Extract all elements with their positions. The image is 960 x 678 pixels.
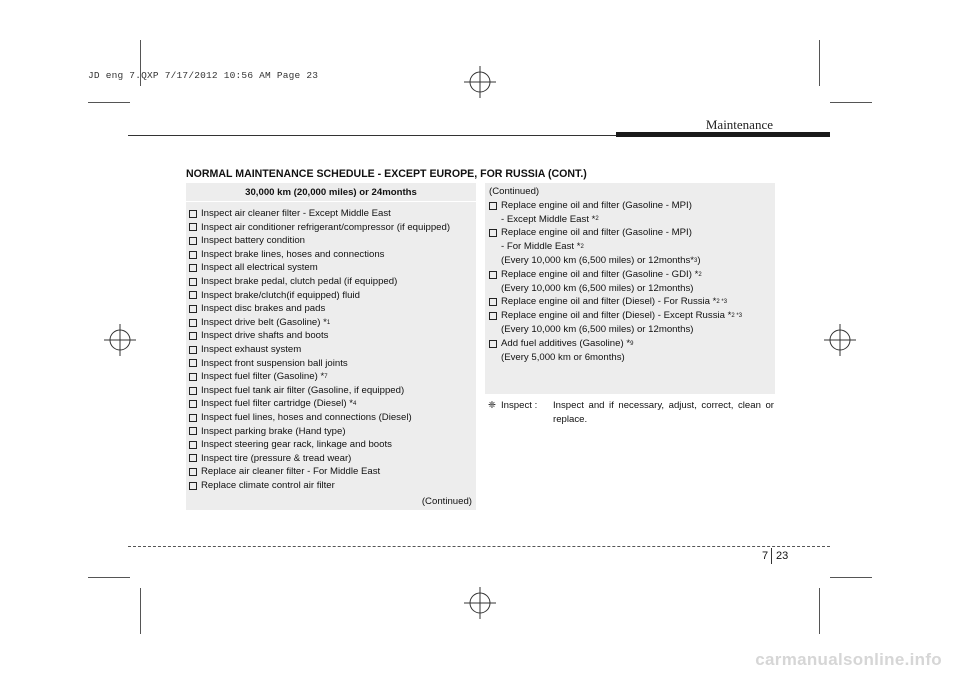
checklist-item: Replace engine oil and filter (Diesel) - Except Russia * 2 *3: [489, 309, 773, 323]
checklist-item: Inspect drive belt (Gasoline) * 1: [189, 316, 450, 330]
crop-mark: [88, 102, 130, 103]
checkbox-icon: [189, 319, 197, 327]
checklist-item: [189, 234, 450, 248]
checkbox-icon: [189, 305, 197, 313]
checkbox-icon: [189, 482, 197, 490]
checkbox-icon: [489, 202, 497, 210]
page-chapter: 7: [762, 550, 769, 562]
crop-mark: [140, 588, 141, 634]
checklist-item-text: Inspect front suspension ball joints: [201, 357, 348, 369]
checklist-item: [189, 479, 450, 493]
checklist-item: [189, 221, 450, 235]
checkbox-icon: [189, 264, 197, 272]
checklist-item: [189, 438, 450, 452]
checklist-item: [189, 452, 450, 466]
note-term: Inspect :: [501, 400, 538, 411]
checkbox-icon: [189, 427, 197, 435]
checklist-item: [189, 384, 450, 398]
checklist-item-text: Inspect fuel filter (Gasoline) *: [201, 371, 325, 383]
schedule-title: NORMAL MAINTENANCE SCHEDULE - EXCEPT EUROPE, FOR RUSSIA (CONT.): [186, 168, 587, 180]
crop-mark: [830, 577, 872, 578]
crop-mark: [819, 40, 820, 86]
checklist-item: [189, 302, 450, 316]
registration-mark-icon: [464, 66, 496, 98]
checklist-item-text: Inspect drive belt (Gasoline) *: [201, 316, 327, 328]
checkbox-icon: [189, 400, 197, 408]
checkbox-icon: [489, 340, 497, 348]
registration-mark-icon: [824, 324, 856, 356]
checklist-item-text: (Every 10,000 km (6,500 miles) or 12months*: [501, 254, 695, 266]
note-mark-icon: ❈: [488, 400, 497, 411]
checklist-item-text: Inspect disc brakes and pads: [201, 303, 326, 315]
checklist-item-text: Inspect fuel filter cartridge (Diesel) *: [201, 398, 353, 410]
checklist-item-text: (Every 10,000 km (6,500 miles) or 12months): [501, 323, 694, 335]
checklist-item: [189, 357, 450, 371]
checklist-item-text: - Except Middle East *: [501, 213, 596, 225]
continued-label: (Continued): [489, 186, 540, 197]
checklist-item: [189, 411, 450, 425]
checklist-item-text: Inspect brake pedal, clutch pedal (if equipped): [201, 275, 398, 287]
checklist-item-detail: [489, 282, 773, 296]
checkbox-icon: [189, 414, 197, 422]
header-rule: [128, 135, 616, 136]
checkbox-icon: [189, 346, 197, 354]
checklist-item-text: Inspect parking brake (Hand type): [201, 425, 346, 437]
footer-rule: [128, 546, 830, 547]
checklist-item-detail: [489, 351, 773, 365]
checkbox-icon: [189, 373, 197, 381]
checklist-item-text: Replace engine oil and filter (Gasoline - MPI): [501, 199, 692, 211]
checkbox-icon: [189, 359, 197, 367]
checklist-item: [189, 275, 450, 289]
inspect-note: [488, 399, 774, 426]
checklist-item-text: Replace engine oil and filter (Diesel) - For Russia *: [501, 296, 717, 308]
checklist-item: [189, 343, 450, 357]
checklist-item: Inspect fuel filter cartridge (Diesel) * 4: [189, 397, 450, 411]
checklist-item: [189, 261, 450, 275]
checklist-item-text: Replace air cleaner filter - For Middle East: [201, 466, 381, 478]
checklist-item: [489, 199, 773, 213]
checklist-item-text: (Every 5,000 km or 6months): [501, 351, 625, 363]
checkbox-icon: [189, 441, 197, 449]
checklist-item-detail: [489, 323, 773, 337]
checklist-item-text: Inspect air conditioner refrigerant/compressor (if equipped): [201, 221, 451, 233]
checklist-item-text: Inspect steering gear rack, linkage and boots: [201, 439, 392, 451]
checklist-item-text: Replace climate control air filter: [201, 479, 335, 491]
crop-mark: [88, 577, 130, 578]
header-rule-bar: [616, 132, 830, 137]
checklist-item: [489, 226, 773, 240]
checkbox-icon: [489, 229, 497, 237]
watermark: carmanualsonline.info: [755, 650, 942, 669]
checklist-item-suffix: ): [697, 254, 701, 266]
checklist-item-text: (Every 10,000 km (6,500 miles) or 12months): [501, 282, 694, 294]
registration-mark-icon: [104, 324, 136, 356]
checklist-item-detail: (Every 10,000 km (6,500 miles) or 12months* 3 ): [501, 254, 701, 266]
checkbox-icon: [189, 291, 197, 299]
registration-mark-icon: [464, 587, 496, 619]
schedule-panel-right: [485, 183, 775, 394]
checkbox-icon: [189, 468, 197, 476]
checklist: [189, 207, 450, 492]
checkbox-icon: [189, 332, 197, 340]
page-number: 23: [776, 550, 789, 562]
checklist-item: [189, 465, 450, 479]
continued-label: (Continued): [421, 496, 472, 507]
checklist-item: [189, 425, 450, 439]
checklist-item-text: - For Middle East *: [501, 241, 581, 253]
crop-mark: [819, 588, 820, 634]
checklist-item: Inspect fuel filter (Gasoline) * 7: [189, 370, 450, 384]
checklist-item: [189, 248, 450, 262]
checklist-item-text: Inspect battery condition: [201, 235, 305, 247]
checklist-item: [189, 289, 450, 303]
checkbox-icon: [189, 237, 197, 245]
checkbox-icon: [489, 271, 497, 279]
page-number-divider: [771, 548, 772, 564]
checklist-item-text: Inspect brake/clutch(if equipped) fluid: [201, 289, 360, 301]
checklist-item-text: Inspect brake lines, hoses and connections: [201, 248, 385, 260]
checklist-item: Add fuel additives (Gasoline) * 9: [489, 337, 773, 351]
checklist-continued: [489, 185, 773, 364]
section-title: Maintenance: [705, 117, 773, 132]
checklist-item-text: Inspect fuel lines, hoses and connections (Diesel): [201, 411, 412, 423]
schedule-panel-left: [186, 183, 476, 510]
checklist-item-text: Replace engine oil and filter (Diesel) - Except Russia *: [501, 310, 732, 322]
checkbox-icon: [189, 387, 197, 395]
checklist-item: Replace engine oil and filter (Gasoline - GDI) * 2: [489, 268, 773, 282]
checkbox-icon: [489, 298, 497, 306]
checklist-item-text: Inspect fuel tank air filter (Gasoline, if equipped): [201, 384, 405, 396]
checklist-item-text: Inspect exhaust system: [201, 343, 302, 355]
checklist-item-text: Replace engine oil and filter (Gasoline - MPI): [501, 227, 692, 239]
crop-mark: [830, 102, 872, 103]
checklist-item: [189, 207, 450, 221]
checklist-item-detail: - For Middle East * 2: [501, 241, 584, 253]
checkbox-icon: [189, 210, 197, 218]
note-body: Inspect and if necessary, adjust, correct, clean or replace.: [553, 400, 774, 425]
checklist-item: Replace engine oil and filter (Diesel) - For Russia * 2 *3: [489, 295, 773, 309]
checklist-item-detail: - Except Middle East * 2: [501, 213, 599, 225]
checkbox-icon: [489, 312, 497, 320]
checkbox-icon: [189, 454, 197, 462]
checklist-item: [189, 329, 450, 343]
checklist-item-text: Add fuel additives (Gasoline) *: [501, 337, 631, 349]
checklist-item-text: Replace engine oil and filter (Gasoline - GDI) *: [501, 268, 699, 280]
checkbox-icon: [189, 223, 197, 231]
checklist-item-text: Inspect all electrical system: [201, 262, 318, 274]
print-header: JD eng 7.QXP 7/17/2012 10:56 AM Page 23: [88, 70, 319, 81]
checklist-item-text: Inspect tire (pressure & tread wear): [201, 452, 352, 464]
interval-heading: 30,000 km (20,000 miles) or 24months: [186, 183, 476, 202]
checkbox-icon: [189, 278, 197, 286]
checklist-item-text: Inspect drive shafts and boots: [201, 330, 329, 342]
checklist-item-text: Inspect air cleaner filter - Except Middle East: [201, 208, 391, 219]
checkbox-icon: [189, 251, 197, 259]
